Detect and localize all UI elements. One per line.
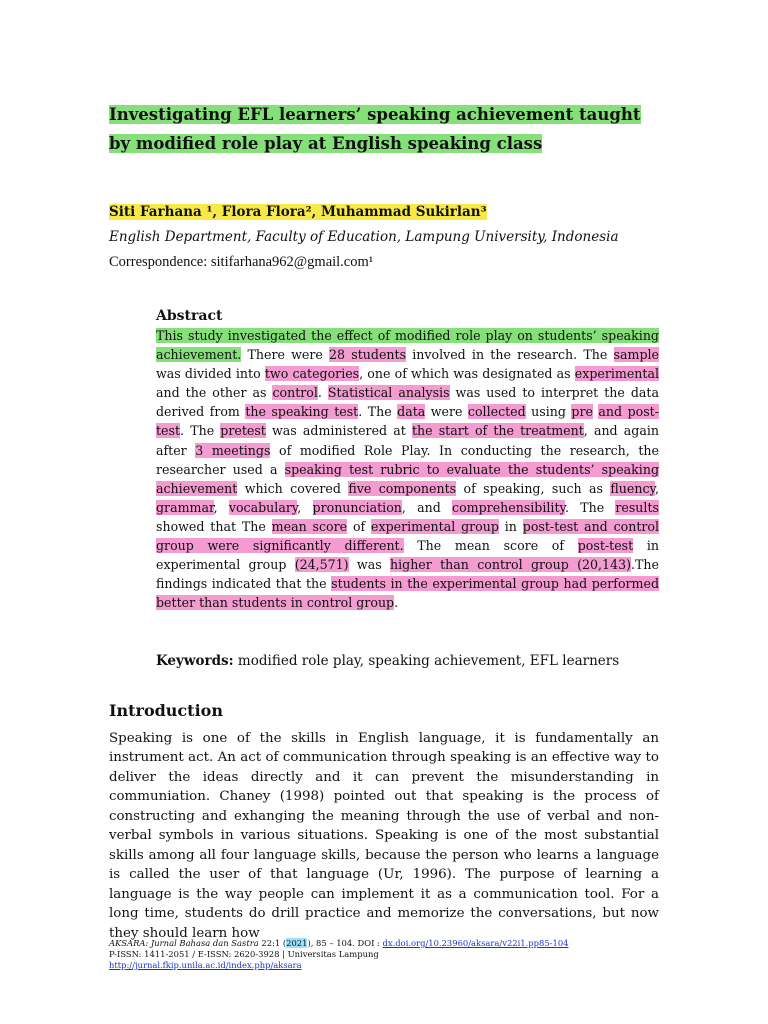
abstract-text: The mean score of bbox=[403, 538, 578, 554]
abstract-text: of speaking, such as bbox=[456, 480, 611, 496]
abstract-text: was used to interpret the data derived from bbox=[156, 385, 659, 420]
abstract-text: , bbox=[213, 499, 229, 515]
abstract-text: , one of which was designated as bbox=[359, 366, 575, 382]
highlighted-phrase: two categories bbox=[264, 366, 360, 382]
affiliation: English Department, Faculty of Education, Lampung University, Indonesia bbox=[109, 229, 619, 245]
highlighted-phrase: control bbox=[272, 385, 318, 401]
correspondence: Correspondence: sitifarhana962@gmail.com¹ bbox=[109, 254, 374, 270]
abstract-text: There were bbox=[241, 347, 330, 363]
page-footer bbox=[109, 938, 669, 971]
highlighted-phrase: grammar bbox=[156, 499, 214, 515]
highlighted-phrase: higher than control group (20,143) bbox=[390, 557, 632, 573]
highlighted-phrase: speaking test rubric to evaluate the students’ speaking achievement bbox=[156, 461, 660, 496]
abstract-text: . The bbox=[564, 499, 616, 515]
introduction-body: Speaking is one of the skills in English language, it is fundamentally an instrument act. An act of communication through speaking is an effective way to deliver the ideas directly and it can prevent the misunderstanding in communiation. Chaney (1998) pointed out that speaking is the process of constructing and exhanging the meaning through the use of verbal and non-verbal symbols in various situations. Speaking is one of the most substantial skills among all four language skills, because the person who learns a language is called the user of that language (Ur, 1996). The purpose of learning a language is the way people can implement it as a communication tool. For a long time, students do drill practice and memorize the conversations, but now they should learn how bbox=[109, 731, 659, 941]
abstract-text: was divided into bbox=[156, 366, 265, 382]
abstract-text: , bbox=[297, 499, 313, 515]
abstract-text: . The bbox=[180, 423, 221, 439]
footer-citation bbox=[109, 938, 669, 949]
abstract-text: which covered bbox=[237, 480, 349, 496]
abstract-heading: Abstract bbox=[156, 308, 223, 324]
keywords bbox=[156, 651, 619, 671]
highlighted-phrase: post-test and control group were significantly different. bbox=[156, 518, 660, 554]
highlighted-phrase: students in the experimental group had performed better than students in control group bbox=[156, 576, 660, 611]
authors-text: Siti Farhana ¹, Flora Flora², Muhammad Sukirlan³ bbox=[109, 204, 487, 220]
highlighted-phrase: (24,571) bbox=[294, 557, 349, 573]
abstract-text: and the other as bbox=[156, 385, 273, 401]
highlighted-phrase: fluency bbox=[610, 480, 655, 496]
abstract-text: of bbox=[347, 518, 372, 534]
highlighted-phrase: pretest bbox=[220, 423, 266, 439]
abstract-text: . bbox=[317, 385, 328, 401]
abstract-text: of modified Role Play. In conducting the research, the researcher used a bbox=[156, 442, 659, 477]
highlighted-phrase: experimental group bbox=[371, 518, 499, 534]
highlighted-phrase: five components bbox=[348, 480, 457, 496]
highlighted-phrase: collected bbox=[467, 404, 526, 420]
highlighted-phrase: sample bbox=[613, 347, 660, 363]
abstract-text: were bbox=[425, 404, 468, 420]
footer-journal: AKSARA: Jurnal Bahasa dan Sastra bbox=[109, 938, 259, 948]
highlighted-phrase: vocabulary bbox=[228, 499, 298, 515]
highlighted-phrase: pronunciation bbox=[312, 499, 402, 515]
highlighted-phrase: pre bbox=[571, 404, 593, 420]
highlighted-phrase: the start of the treatment bbox=[411, 423, 584, 439]
footer-pages: ), 85 – 104. DOI : bbox=[307, 938, 383, 948]
abstract-text: involved in the research. The bbox=[406, 347, 614, 363]
abstract-text: in experimental group bbox=[156, 538, 659, 573]
abstract-text: was administered at bbox=[265, 423, 412, 439]
abstract-text: , and again after bbox=[156, 423, 659, 458]
abstract-text: in bbox=[498, 518, 523, 534]
journal-url-link[interactable]: http://jurnal.fkip.unila.ac.id/index.php/aksara bbox=[109, 960, 302, 970]
footer-issue: 22:1 ( bbox=[258, 938, 287, 948]
abstract-text: . The bbox=[358, 404, 398, 420]
footer-year: 2021 bbox=[286, 938, 308, 948]
highlighted-phrase: 3 meetings bbox=[195, 442, 271, 458]
author-list bbox=[109, 201, 487, 223]
abstract-text: using bbox=[525, 404, 572, 420]
highlighted-phrase: data bbox=[397, 404, 426, 420]
abstract-text: .The findings indicated that the bbox=[156, 557, 659, 592]
keywords-label: Keywords: bbox=[156, 653, 234, 669]
highlighted-phrase: Statistical analysis bbox=[327, 385, 450, 401]
introduction-heading: Introduction bbox=[109, 701, 223, 720]
highlighted-phrase: mean score bbox=[271, 518, 348, 534]
abstract-text: , bbox=[654, 480, 659, 496]
abstract-text: , and bbox=[401, 499, 453, 515]
abstract-body bbox=[156, 326, 659, 612]
highlighted-phrase: post-test bbox=[577, 538, 634, 554]
doi-link[interactable]: dx.doi.org/10.23960/aksara/v22i1.pp85-104 bbox=[382, 938, 569, 948]
footer-issn: P-ISSN: 1411-2051 / E-ISSN: 2620-3928 | Universitas Lampung bbox=[109, 949, 379, 959]
abstract-text: . bbox=[394, 595, 399, 611]
title-line-2: by modified role play at English speaking class bbox=[109, 134, 543, 153]
highlighted-phrase: 28 students bbox=[329, 347, 407, 363]
highlighted-phrase: and post-test bbox=[156, 404, 659, 439]
highlighted-phrase: experimental bbox=[574, 366, 660, 382]
highlighted-phrase: comprehensibility bbox=[452, 499, 565, 515]
keywords-text: modified role play, speaking achievement, EFL learners bbox=[233, 653, 620, 669]
highlighted-phrase: results bbox=[615, 499, 659, 515]
highlighted-phrase: This study investigated the effect of modified role play on students’ speaking achievement. bbox=[156, 328, 659, 363]
paper-title bbox=[109, 100, 669, 158]
abstract-text: showed that The bbox=[156, 518, 272, 534]
highlighted-phrase: the speaking test bbox=[245, 404, 359, 420]
abstract-text: was bbox=[348, 557, 390, 573]
title-line-1: Investigating EFL learners’ speaking achievement taught bbox=[109, 105, 641, 124]
